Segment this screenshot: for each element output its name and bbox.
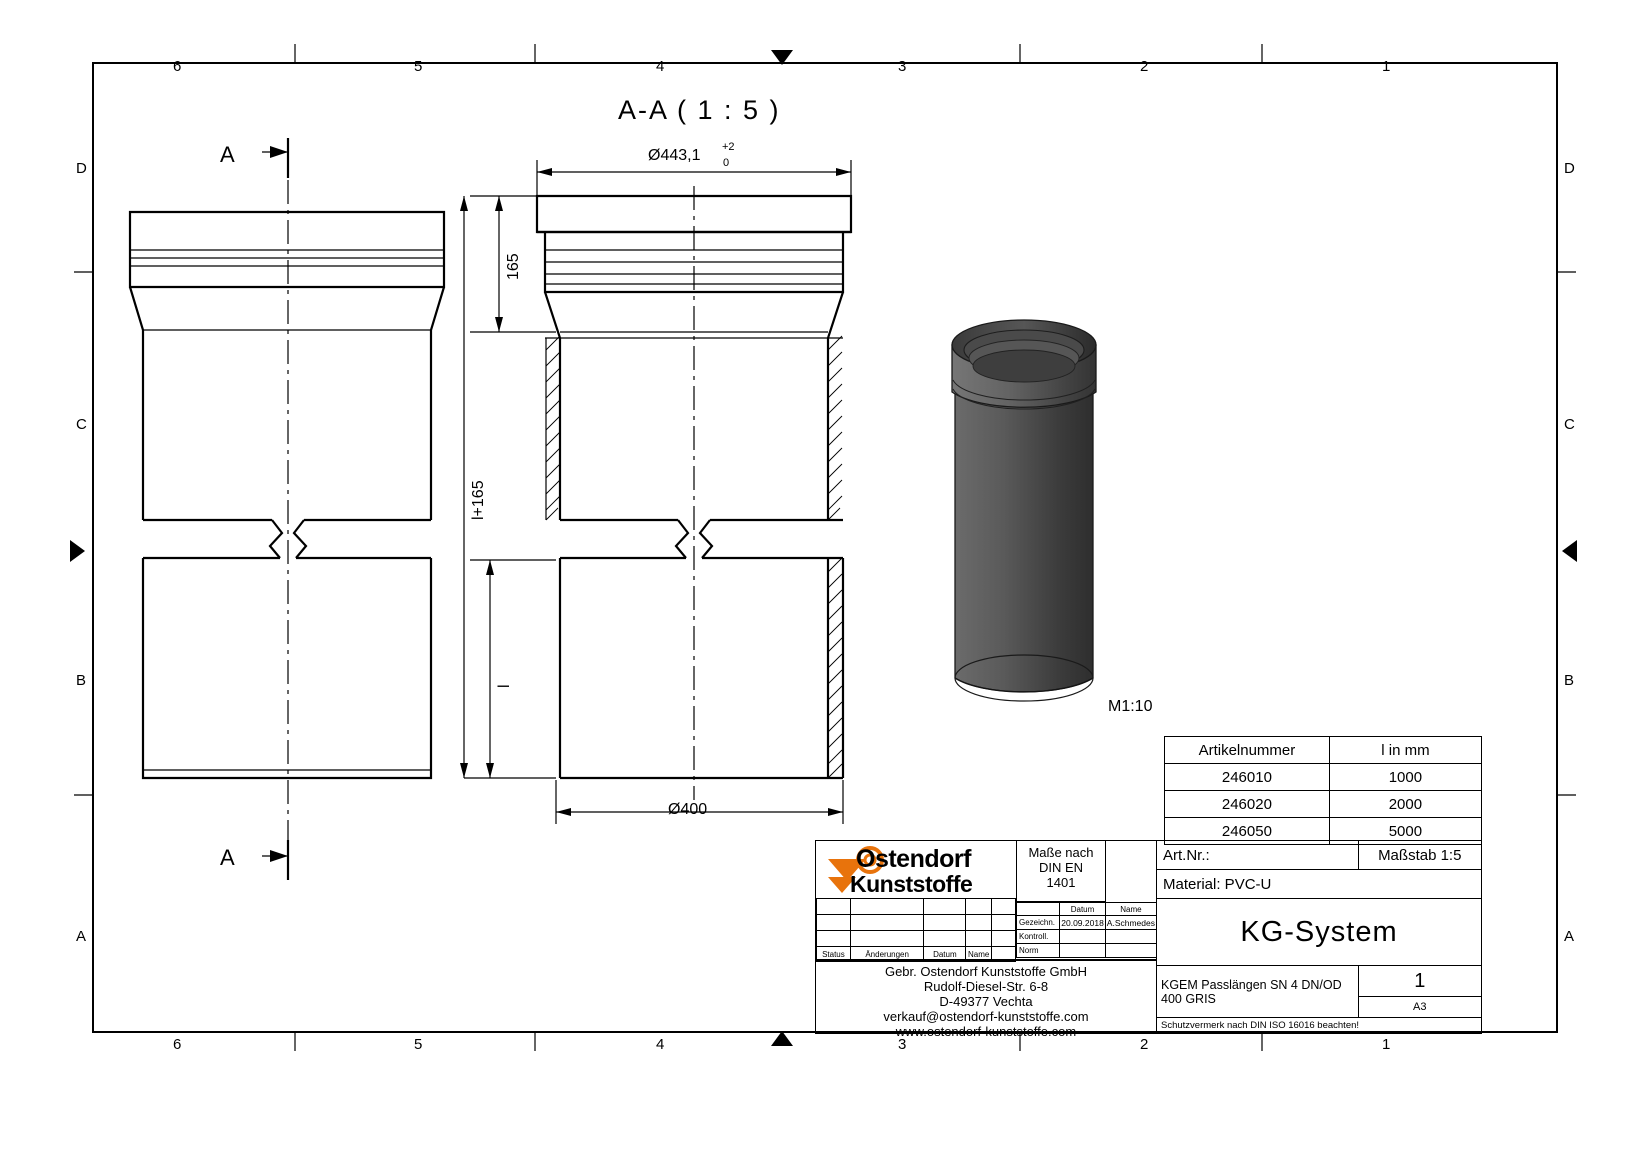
zone-number-bottom-5: 5	[414, 1036, 423, 1053]
section-title: A-A ( 1 : 5 )	[618, 95, 781, 125]
zone-letter-right-d: D	[1564, 160, 1575, 177]
zone-number-bottom-4: 4	[656, 1036, 665, 1053]
norm-line-2: 1401	[1046, 875, 1076, 890]
dim-outer-diameter: Ø443,1	[648, 147, 701, 164]
section-letter-top: A	[220, 142, 235, 167]
art-nr-label: Art.Nr.:	[1157, 841, 1359, 870]
cell-article-number: 246050	[1165, 818, 1330, 845]
row-norm-label: Norm	[1017, 944, 1060, 958]
system-name: KG-System	[1157, 899, 1482, 966]
revision-table	[816, 898, 1016, 962]
cell-article-number: 246020	[1165, 791, 1330, 818]
norm-line-1: DIN EN	[1038, 860, 1084, 875]
rev-date-label: Datum	[924, 947, 966, 962]
table-row	[1165, 791, 1482, 818]
dim-total-length: l+165	[470, 480, 487, 520]
col-length: l in mm	[1329, 737, 1481, 764]
row-kontroll-label: Kontroll.	[1017, 930, 1060, 944]
cell-length: 5000	[1329, 818, 1481, 845]
col-artikelnummer: Artikelnummer	[1165, 737, 1330, 764]
table-row	[1165, 764, 1482, 791]
zone-letter-left-a: A	[76, 928, 87, 945]
col-name: Name	[1105, 903, 1156, 916]
cell-article-number: 246010	[1165, 764, 1330, 791]
company-address	[815, 964, 1157, 1039]
rev-name-label: Name	[966, 947, 992, 962]
company-logo	[826, 843, 1016, 899]
drawn-date: 20.09.2018	[1061, 917, 1104, 928]
zone-letter-left-d: D	[76, 160, 87, 177]
material-label: Material: PVC-U	[1157, 870, 1482, 899]
norm-text	[1018, 845, 1104, 890]
zone-number-top-1: 1	[1382, 58, 1391, 75]
zone-number-bottom-2: 2	[1140, 1036, 1149, 1053]
table-header-row	[1165, 737, 1482, 764]
dim-tol-lower: 0	[723, 157, 730, 169]
sheet-number: 1	[1358, 966, 1482, 997]
dim-nominal-diameter: Ø400	[668, 801, 708, 818]
company-line-3: D-49377 Vechta	[939, 994, 1033, 1009]
zone-number-top-2: 2	[1140, 58, 1149, 75]
zone-letter-right-a: A	[1564, 928, 1575, 945]
company-line-2: Rudolf-Diesel-Str. 6-8	[923, 979, 1049, 994]
section-letter-bottom: A	[220, 845, 235, 870]
zone-number-top-6: 6	[173, 58, 182, 75]
company-line-1: Gebr. Ostendorf Kunststoffe GmbH	[884, 964, 1088, 979]
zone-letter-left-b: B	[76, 672, 87, 689]
cell-length: 1000	[1329, 764, 1481, 791]
drawn-name: A.Schmedes	[1106, 917, 1155, 928]
logo-brand: Ostendorf	[856, 845, 971, 873]
zone-number-bottom-3: 3	[898, 1036, 907, 1053]
zone-number-top-3: 3	[898, 58, 907, 75]
scale-label: Maßstab 1:5	[1358, 841, 1482, 870]
zone-number-bottom-6: 6	[173, 1036, 182, 1053]
zone-number-top-5: 5	[414, 58, 423, 75]
iso-scale-label: M1:10	[1108, 698, 1153, 715]
masse-nach-label: Maße nach	[1028, 845, 1094, 860]
product-description: KGEM Passlängen SN 4 DN/OD 400 GRIS	[1157, 966, 1359, 1018]
dim-pipe-length: l	[496, 684, 513, 688]
logo-sub: Kunststoffe	[850, 871, 973, 897]
cell-length: 2000	[1329, 791, 1481, 818]
zone-letter-left-c: C	[76, 416, 87, 433]
protection-note: Schutzvermerk nach DIN ISO 16016 beachten!	[1157, 1018, 1482, 1034]
zone-letter-right-b: B	[1564, 672, 1575, 689]
zone-letter-right-c: C	[1564, 416, 1575, 433]
article-table	[1164, 736, 1482, 845]
sheet-format: A3	[1358, 997, 1482, 1018]
dim-tol-upper: +2	[722, 141, 735, 153]
dim-socket-depth: 165	[505, 253, 522, 280]
rev-changes-label: Änderungen	[850, 947, 924, 962]
drawn-by-table	[1016, 902, 1157, 958]
zone-number-bottom-1: 1	[1382, 1036, 1391, 1053]
zone-number-top-4: 4	[656, 58, 665, 75]
col-datum: Datum	[1060, 903, 1106, 916]
rev-status-label: Status	[817, 947, 851, 962]
row-gezeichnet-label: Gezeichn.	[1017, 916, 1060, 930]
company-email: verkauf@ostendorf-kunststoffe.com	[883, 1009, 1089, 1024]
title-block-right	[1156, 840, 1482, 1034]
company-website: www.ostendorf-kunststoffe.com	[895, 1024, 1077, 1039]
